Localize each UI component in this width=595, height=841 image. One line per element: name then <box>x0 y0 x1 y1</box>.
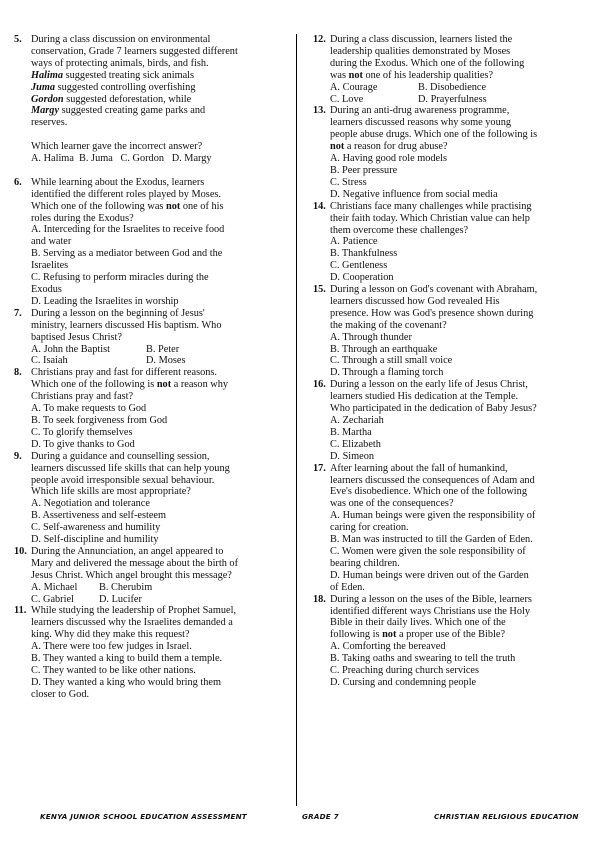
question-13 <box>313 105 581 200</box>
answer-option: D. Moses <box>146 355 186 367</box>
answer-option: B. They wanted a king to build them a temple. <box>31 653 223 665</box>
answer-option: of Eden. <box>330 581 365 593</box>
answer-option: caring for creation. <box>330 522 409 534</box>
question-8 <box>14 367 290 450</box>
suggestion-line: reserves. <box>31 117 68 129</box>
answer-option: A. Courage <box>330 81 378 93</box>
question-7 <box>14 308 290 368</box>
answer-option: C. Gentleness <box>330 260 388 272</box>
question-text: learners discussed life skills that can help young <box>31 462 230 474</box>
answer-option: B. Peer pressure <box>330 164 398 176</box>
question-text: Mary and delivered the message about the birth of <box>31 557 239 569</box>
answer-option: C. Through a still small voice <box>330 355 453 367</box>
answer-option: C. To glorify themselves <box>31 426 133 438</box>
right-column <box>313 34 581 689</box>
question-text: Jesus Christ. Which angel brought this message? <box>31 569 232 581</box>
suggestion-line: Halima suggested treating sick animals <box>31 69 195 81</box>
suggestion-line: Gordon suggested deforestation, while <box>31 93 192 105</box>
question-6 <box>14 177 290 308</box>
question-text: leadership qualities demonstrated by Moses <box>330 45 511 57</box>
question-text: learners discussed why the Israelites demanded a <box>31 617 233 629</box>
question-number: 13. <box>313 105 326 117</box>
question-number: 16. <box>313 379 326 391</box>
answer-option: B. Man was instructed to till the Garden of Eden. <box>330 534 533 546</box>
question-text: identified the different roles played by Moses. <box>31 188 221 200</box>
footer-assessment-name: KENYA JUNIOR SCHOOL EDUCATION ASSESSMENT <box>40 812 247 821</box>
column-divider <box>296 34 297 806</box>
answer-option: bearing children. <box>330 557 400 569</box>
question-text: conservation, Grade 7 learners suggested different <box>31 45 238 57</box>
answer-option: A. Zechariah <box>330 415 384 426</box>
answer-option: Israelites <box>31 260 69 272</box>
question-18 <box>313 594 581 689</box>
answer-option: C. Elizabeth <box>330 438 381 450</box>
question-number: 10. <box>14 545 27 557</box>
question-number: 5. <box>14 34 22 45</box>
answer-option: C. Women were given the sole responsibility of <box>330 545 526 557</box>
question-text: Bible in their daily lives. Which one of the <box>330 617 506 629</box>
emphasis-not: not <box>330 141 345 153</box>
answer-option: C. Stress <box>330 176 367 188</box>
question-text: not a reason for drug abuse? <box>330 141 448 153</box>
question-number: 18. <box>313 593 326 605</box>
question-text: Christians face many challenges while practising <box>330 200 532 212</box>
question-text: learners discussed how God revealed His <box>330 295 500 307</box>
question-5 <box>14 34 290 165</box>
page-footer <box>0 811 595 825</box>
answer-option: and water <box>31 236 72 248</box>
question-number: 11. <box>14 605 27 617</box>
question-text: During the Annunciation, an angel appeared to <box>31 545 224 557</box>
answer-options-row <box>31 582 290 594</box>
suggestion-line: Margy suggested creating game parks and <box>31 105 206 117</box>
emphasis-not: not <box>156 379 172 391</box>
question-17 <box>313 463 581 594</box>
answer-option: A. Interceding for the Israelites to receive food <box>31 224 225 236</box>
question-text: While learning about the Exodus, learners <box>31 176 205 188</box>
answer-option: D. Cooperation <box>330 272 394 284</box>
answer-option: B. Taking oaths and swearing to tell the truth <box>330 653 516 665</box>
question-text: roles during the Exodus? <box>31 212 134 224</box>
question-10 <box>14 546 290 606</box>
question-text: them overcome these challenges? <box>330 224 469 236</box>
answer-option: C. Refusing to perform miracles during the <box>31 272 209 284</box>
question-16 <box>313 379 581 462</box>
question-text: Which life skills are most appropriate? <box>31 486 191 498</box>
question-prompt: Which learner gave the incorrect answer? <box>31 141 203 153</box>
question-text: Which one of the following was not one of his <box>31 200 224 212</box>
question-14 <box>313 201 581 284</box>
emphasis-not: not <box>382 629 397 641</box>
answer-option: A. Patience <box>330 236 378 248</box>
question-text: learners discussed the consequences of Adam and <box>330 474 535 486</box>
footer-grade: GRADE 7 <box>302 812 339 821</box>
answer-option: C. Self-awareness and humility <box>31 522 161 534</box>
learner-name: Gordon <box>31 93 64 105</box>
answer-option: A. Through thunder <box>330 331 412 343</box>
question-text: the making of the covenant? <box>330 319 447 331</box>
answer-options-row <box>31 355 290 367</box>
question-number: 6. <box>14 176 22 188</box>
answer-option: A. To make requests to God <box>31 403 147 415</box>
answer-option: C. Gabriel <box>31 593 74 605</box>
question-text: learners studied His dedication at the Temple. <box>330 391 519 403</box>
question-text: presence. How was God's presence shown during <box>330 307 534 319</box>
question-text: Christians pray and fast for different reasons. <box>31 367 217 379</box>
answer-options-row <box>31 344 290 356</box>
answer-option: B. Martha <box>330 426 372 438</box>
question-text: During a class discussion, learners listed the <box>330 34 513 45</box>
question-text: their faith today. Which Christian value can help <box>330 212 530 224</box>
answer-options: A. Halima B. Juma C. Gordon D. Margy <box>31 153 212 165</box>
question-number: 9. <box>14 450 22 462</box>
answer-option: D. They wanted a king who would bring them <box>31 676 221 688</box>
answer-options-row <box>330 82 581 94</box>
answer-option: B. Disobedience <box>418 81 487 93</box>
answer-option: D. Through a flaming torch <box>330 367 444 379</box>
question-12 <box>313 34 581 105</box>
answer-option: Exodus <box>31 284 62 295</box>
question-text: people abuse drugs. Which one of the following is <box>330 129 538 141</box>
question-text: learners discussed reasons why some young <box>330 117 512 129</box>
answer-option: A. Comforting the bereaved <box>330 641 446 653</box>
question-text: following is not a proper use of the Bible? <box>330 629 506 641</box>
answer-option: A. Human beings were given the responsibility of <box>330 510 536 522</box>
learner-name: Margy <box>31 105 60 117</box>
answer-option: D. To give thanks to God <box>31 438 135 450</box>
question-text: Who participated in the dedication of Baby Jesus? <box>330 403 537 415</box>
answer-option: C. Preaching during church services <box>330 665 479 677</box>
learner-name: Halima <box>31 69 64 81</box>
answer-option: D. Self-discipline and humility <box>31 534 159 546</box>
emphasis-not: not <box>165 200 181 212</box>
answer-options-row <box>330 94 581 106</box>
question-text: during the Exodus. Which one of the following <box>330 57 525 69</box>
question-text: During an anti-drug awareness programme, <box>330 105 510 117</box>
question-text: was one of the consequences? <box>330 498 454 510</box>
question-text: During a lesson on the beginning of Jesus' <box>31 307 205 319</box>
question-number: 8. <box>14 367 22 379</box>
answer-options-row <box>31 594 290 606</box>
question-text: After learning about the fall of humankind, <box>330 462 508 474</box>
question-text: people avoid irresponsible sexual behaviour. <box>31 474 215 486</box>
left-column <box>14 34 290 701</box>
question-text: Which one of the following is not a reason why <box>31 379 229 391</box>
answer-option: B. Thankfulness <box>330 248 398 260</box>
question-text: While studying the leadership of Prophet Samuel, <box>31 605 237 617</box>
question-text: During a class discussion on environmental <box>31 34 211 45</box>
answer-option: C. Love <box>330 93 364 105</box>
answer-option: D. Human beings were driven out of the Garden <box>330 569 529 581</box>
question-text: ways of protecting animals, birds, and fish. <box>31 57 209 69</box>
footer-subject: CHRISTIAN RELIGIOUS EDUCATION <box>434 812 579 821</box>
learner-name: Juma <box>31 81 56 93</box>
answer-option: A. John the Baptist <box>31 343 110 355</box>
question-number: 15. <box>313 284 326 296</box>
answer-option: B. Assertiveness and self-esteem <box>31 510 166 522</box>
question-text: Eve's disobedience. Which one of the following <box>330 486 527 498</box>
question-text: Christians pray and fast? <box>31 391 134 403</box>
question-text: was not one of his leadership qualities? <box>330 69 494 81</box>
answer-option: A. Negotiation and tolerance <box>31 498 150 510</box>
answer-option: A. There were too few judges in Israel. <box>31 641 192 653</box>
emphasis-not: not <box>348 69 363 81</box>
question-text: king. Why did they make this request? <box>31 629 190 641</box>
answer-option: B. To seek forgiveness from God <box>31 414 168 426</box>
answer-option: D. Prayerfulness <box>418 93 487 105</box>
answer-option: closer to God. <box>31 688 90 700</box>
question-text: During a guidance and counselling session, <box>31 450 210 462</box>
question-text: During a lesson on the early life of Jesus Christ, <box>330 379 528 391</box>
answer-option: D. Leading the Israelites in worship <box>31 295 179 307</box>
question-text: identified different ways Christians use the Holy <box>330 605 530 617</box>
question-9 <box>14 451 290 546</box>
answer-option: D. Cursing and condemning people <box>330 676 477 688</box>
answer-option: D. Negative influence from social media <box>330 188 498 200</box>
question-number: 17. <box>313 462 326 474</box>
answer-option: C. Isaiah <box>31 355 68 367</box>
answer-option: A. Having good role models <box>330 153 447 165</box>
answer-option: D. Simeon <box>330 450 375 462</box>
question-number: 7. <box>14 307 22 319</box>
question-number: 14. <box>313 200 326 212</box>
question-text: ministry, learners discussed His baptism. Who <box>31 319 222 331</box>
question-number: 12. <box>313 34 326 45</box>
question-15 <box>313 284 581 379</box>
question-text: baptised Jesus Christ? <box>31 331 122 343</box>
question-text: During a lesson on the uses of the Bible, learners <box>330 593 532 605</box>
answer-option: B. Through an earthquake <box>330 343 438 355</box>
question-text: During a lesson on God's covenant with Abraham, <box>330 284 538 296</box>
answer-option: A. Michael <box>31 581 78 593</box>
answer-option: D. Lucifer <box>99 593 142 605</box>
question-11 <box>14 605 290 700</box>
answer-option: B. Peter <box>146 343 180 355</box>
answer-option: B. Cherubim <box>99 581 153 593</box>
answer-option: C. They wanted to be like other nations. <box>31 665 196 676</box>
answer-option: B. Serving as a mediator between God and the <box>31 248 223 260</box>
suggestion-line: Juma suggested controlling overfishing <box>31 81 196 93</box>
